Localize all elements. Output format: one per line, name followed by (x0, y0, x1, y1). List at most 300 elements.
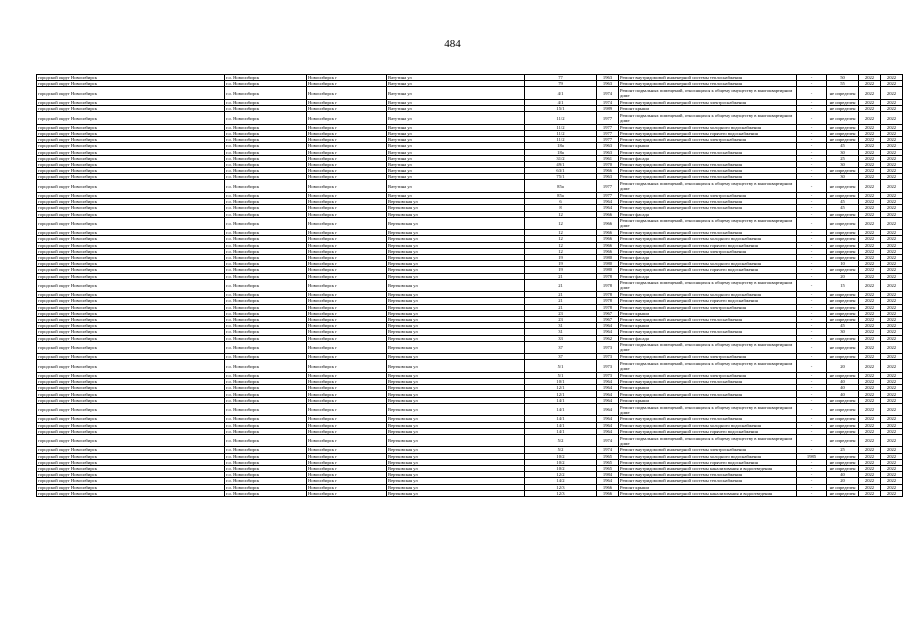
cell-cost: 45 (827, 143, 859, 149)
cell-work: Ремонт внутридомовой инженерной системы теплоснабжения (619, 230, 797, 236)
cell-plan-year: 2022 (859, 335, 881, 341)
cell-cost: не определен (827, 192, 859, 198)
cell-street: Ватутина ул (387, 192, 525, 198)
cell-city: Новосибирск г (307, 248, 387, 254)
cell-house: 14/1 (525, 403, 597, 416)
cell-house: 11/2 (525, 124, 597, 130)
cell-year: 1974 (597, 99, 619, 105)
cell-plan-year: 2022 (859, 106, 881, 112)
cell-plan-year: 2022 (859, 192, 881, 198)
cell-end-year: 2022 (881, 161, 903, 167)
cell-municipality: городской округ Новосибирск (37, 391, 225, 397)
cell-settlement: г.о. Новосибирск (225, 87, 307, 100)
cell-cost: не определен (827, 248, 859, 254)
cell-settlement: г.о. Новосибирск (225, 490, 307, 496)
cell-plan-year: 2022 (859, 391, 881, 397)
cell-municipality: городской округ Новосибирск (37, 447, 225, 453)
cell-end-year: 2022 (881, 416, 903, 422)
cell-end-year: 2022 (881, 360, 903, 373)
cell-city: Новосибирск г (307, 465, 387, 471)
cell-extra: - (797, 360, 827, 373)
cell-city: Новосибирск г (307, 261, 387, 267)
cell-city: Новосибирск г (307, 341, 387, 354)
cell-settlement: г.о. Новосибирск (225, 335, 307, 341)
cell-year: 1964 (597, 391, 619, 397)
cell-end-year: 2022 (881, 149, 903, 155)
cell-cost: 25 (827, 447, 859, 453)
cell-cost: 45 (827, 323, 859, 329)
cell-municipality: городской округ Новосибирск (37, 124, 225, 130)
cell-year: 1974 (597, 87, 619, 100)
cell-house: 10/2 (525, 465, 597, 471)
cell-end-year: 2022 (881, 242, 903, 248)
cell-cost: не определен (827, 372, 859, 378)
cell-street: Вертковская ул (387, 335, 525, 341)
cell-year: 1963 (597, 81, 619, 87)
cell-house: 14/2 (525, 478, 597, 484)
cell-cost: 30 (827, 161, 859, 167)
cell-extra: - (797, 155, 827, 161)
cell-work: Ремонт фасада (619, 254, 797, 260)
cell-settlement: г.о. Новосибирск (225, 341, 307, 354)
cell-street: Вертковская ул (387, 341, 525, 354)
cell-cost: не определен (827, 267, 859, 273)
cell-cost: не определен (827, 180, 859, 193)
cell-settlement: г.о. Новосибирск (225, 310, 307, 316)
cell-end-year: 2022 (881, 124, 903, 130)
cell-year: 1973 (597, 360, 619, 373)
cell-work: Ремонт фасада (619, 211, 797, 217)
cell-settlement: г.о. Новосибирск (225, 428, 307, 434)
cell-extra: - (797, 484, 827, 490)
cell-plan-year: 2022 (859, 155, 881, 161)
cell-plan-year: 2022 (859, 87, 881, 100)
cell-city: Новосибирск г (307, 211, 387, 217)
cell-street: Вертковская ул (387, 453, 525, 459)
cell-house: 12 (525, 242, 597, 248)
cell-municipality: городской округ Новосибирск (37, 279, 225, 292)
cell-end-year: 2022 (881, 248, 903, 254)
cell-settlement: г.о. Новосибирск (225, 434, 307, 447)
cell-extra: - (797, 217, 827, 230)
cell-plan-year: 2022 (859, 248, 881, 254)
cell-settlement: г.о. Новосибирск (225, 211, 307, 217)
cell-street: Вертковская ул (387, 298, 525, 304)
cell-municipality: городской округ Новосибирск (37, 99, 225, 105)
table-row (37, 490, 903, 496)
cell-house: 10/2 (525, 459, 597, 465)
cell-city: Новосибирск г (307, 472, 387, 478)
cell-street: Вертковская ул (387, 478, 525, 484)
cell-cost: не определен (827, 453, 859, 459)
cell-plan-year: 2022 (859, 211, 881, 217)
cell-municipality: городской округ Новосибирск (37, 459, 225, 465)
cell-municipality: городской округ Новосибирск (37, 106, 225, 112)
cell-plan-year: 2022 (859, 397, 881, 403)
cell-municipality: городской округ Новосибирск (37, 298, 225, 304)
cell-municipality: городской округ Новосибирск (37, 335, 225, 341)
cell-work: Ремонт внутридомовой инженерной системы электроснабжения (619, 192, 797, 198)
cell-house: 12 (525, 236, 597, 242)
cell-work: Ремонт внутридомовой инженерной системы теплоснабжения (619, 174, 797, 180)
cell-settlement: г.о. Новосибирск (225, 484, 307, 490)
cell-work: Ремонт крыши (619, 106, 797, 112)
cell-year: 1966 (597, 211, 619, 217)
cell-settlement: г.о. Новосибирск (225, 447, 307, 453)
cell-street: Ватутина ул (387, 180, 525, 193)
cell-year: 1963 (597, 75, 619, 81)
cell-municipality: городской округ Новосибирск (37, 416, 225, 422)
cell-extra: - (797, 254, 827, 260)
cell-year: 1974 (597, 434, 619, 447)
cell-city: Новосибирск г (307, 75, 387, 81)
cell-house: 63/1 (525, 168, 597, 174)
cell-plan-year: 2022 (859, 242, 881, 248)
cell-extra: - (797, 87, 827, 100)
cell-settlement: г.о. Новосибирск (225, 192, 307, 198)
cell-city: Новосибирск г (307, 335, 387, 341)
cell-house: 11/2 (525, 130, 597, 136)
cell-plan-year: 2022 (859, 180, 881, 193)
cell-city: Новосибирск г (307, 397, 387, 403)
cell-house: 23 (525, 310, 597, 316)
cell-cost: 15 (827, 279, 859, 292)
cell-cost: не определен (827, 434, 859, 447)
cell-city: Новосибирск г (307, 447, 387, 453)
cell-house: 8 (525, 205, 597, 211)
cell-municipality: городской округ Новосибирск (37, 137, 225, 143)
cell-end-year: 2022 (881, 87, 903, 100)
cell-house: 31/2 (525, 155, 597, 161)
table-row (37, 360, 903, 373)
cell-work: Ремонт подвальных помещений, относящихся к общему имуществу в многоквартирном доме (619, 87, 797, 100)
cell-plan-year: 2022 (859, 379, 881, 385)
cell-city: Новосибирск г (307, 428, 387, 434)
cell-cost: 50 (827, 75, 859, 81)
cell-city: Новосибирск г (307, 316, 387, 322)
cell-cost: не определен (827, 230, 859, 236)
cell-settlement: г.о. Новосибирск (225, 397, 307, 403)
cell-settlement: г.о. Новосибирск (225, 298, 307, 304)
cell-work: Ремонт внутридомовой инженерной системы канализования и водоотведения (619, 465, 797, 471)
cell-cost: не определен (827, 211, 859, 217)
cell-house: 12/1 (525, 385, 597, 391)
registry-table (36, 74, 903, 497)
cell-street: Вертковская ул (387, 199, 525, 205)
cell-end-year: 2022 (881, 298, 903, 304)
cell-plan-year: 2022 (859, 174, 881, 180)
cell-house: 49/1 (525, 161, 597, 167)
cell-end-year: 2022 (881, 484, 903, 490)
cell-municipality: городской округ Новосибирск (37, 75, 225, 81)
cell-house: 79 (525, 81, 597, 87)
cell-city: Новосибирск г (307, 81, 387, 87)
cell-house: 21 (525, 304, 597, 310)
cell-plan-year: 2022 (859, 465, 881, 471)
cell-street: Вертковская ул (387, 403, 525, 416)
cell-work: Ремонт внутридомовой инженерной системы холодного водоснабжения (619, 292, 797, 298)
cell-year: 1966 (597, 490, 619, 496)
cell-work: Ремонт внутридомовой инженерной системы теплоснабжения (619, 379, 797, 385)
cell-city: Новосибирск г (307, 360, 387, 373)
cell-end-year: 2022 (881, 385, 903, 391)
cell-cost: не определен (827, 422, 859, 428)
cell-extra: - (797, 106, 827, 112)
cell-cost: 20 (827, 273, 859, 279)
table-row (37, 434, 903, 447)
cell-plan-year: 2022 (859, 341, 881, 354)
cell-plan-year: 2022 (859, 360, 881, 373)
cell-plan-year: 2022 (859, 230, 881, 236)
cell-end-year: 2022 (881, 174, 903, 180)
cell-settlement: г.о. Новосибирск (225, 75, 307, 81)
cell-settlement: г.о. Новосибирск (225, 106, 307, 112)
cell-cost: 45 (827, 205, 859, 211)
cell-plan-year: 2022 (859, 292, 881, 298)
cell-municipality: городской округ Новосибирск (37, 87, 225, 100)
cell-end-year: 2022 (881, 99, 903, 105)
cell-extra: - (797, 75, 827, 81)
cell-street: Вертковская ул (387, 304, 525, 310)
cell-year: 1989 (597, 106, 619, 112)
cell-house: 18а (525, 149, 597, 155)
cell-year: 1964 (597, 323, 619, 329)
cell-work: Ремонт внутридомовой инженерной системы электроснабжения (619, 304, 797, 310)
cell-end-year: 2022 (881, 354, 903, 360)
cell-settlement: г.о. Новосибирск (225, 329, 307, 335)
cell-municipality: городской округ Новосибирск (37, 112, 225, 125)
cell-end-year: 2022 (881, 459, 903, 465)
cell-municipality: городской округ Новосибирск (37, 180, 225, 193)
cell-year: 1966 (597, 217, 619, 230)
cell-extra: - (797, 267, 827, 273)
cell-settlement: г.о. Новосибирск (225, 323, 307, 329)
cell-year: 1964 (597, 329, 619, 335)
cell-city: Новосибирск г (307, 484, 387, 490)
cell-house: 21 (525, 298, 597, 304)
cell-house: 5/1 (525, 360, 597, 373)
cell-work: Ремонт внутридомовой инженерной системы горячего водоснабжения (619, 267, 797, 273)
cell-settlement: г.о. Новосибирск (225, 422, 307, 428)
cell-settlement: г.о. Новосибирск (225, 478, 307, 484)
cell-year: 1966 (597, 248, 619, 254)
cell-settlement: г.о. Новосибирск (225, 254, 307, 260)
cell-house: 14/1 (525, 397, 597, 403)
cell-street: Ватутина ул (387, 168, 525, 174)
cell-plan-year: 2022 (859, 168, 881, 174)
cell-city: Новосибирск г (307, 453, 387, 459)
cell-year: 1963 (597, 143, 619, 149)
cell-municipality: городской округ Новосибирск (37, 422, 225, 428)
cell-plan-year: 2022 (859, 130, 881, 136)
cell-municipality: городской округ Новосибирск (37, 403, 225, 416)
cell-extra: - (797, 298, 827, 304)
cell-settlement: г.о. Новосибирск (225, 267, 307, 273)
cell-settlement: г.о. Новосибирск (225, 472, 307, 478)
cell-settlement: г.о. Новосибирск (225, 416, 307, 422)
cell-municipality: городской округ Новосибирск (37, 143, 225, 149)
table-row (37, 112, 903, 125)
cell-house: 5/2 (525, 447, 597, 453)
cell-extra: - (797, 230, 827, 236)
cell-city: Новосибирск г (307, 106, 387, 112)
cell-extra: - (797, 205, 827, 211)
cell-plan-year: 2022 (859, 416, 881, 422)
cell-street: Вертковская ул (387, 490, 525, 496)
cell-plan-year: 2022 (859, 161, 881, 167)
cell-work: Ремонт внутридомовой инженерной системы теплоснабжения (619, 75, 797, 81)
cell-cost: не определен (827, 428, 859, 434)
cell-extra: - (797, 149, 827, 155)
cell-end-year: 2022 (881, 168, 903, 174)
cell-work: Ремонт внутридомовой инженерной системы канализования и водоотведения (619, 490, 797, 496)
cell-city: Новосибирск г (307, 174, 387, 180)
cell-settlement: г.о. Новосибирск (225, 242, 307, 248)
cell-street: Вертковская ул (387, 292, 525, 298)
cell-extra: - (797, 397, 827, 403)
cell-house: 14/1 (525, 428, 597, 434)
cell-year: 1967 (597, 316, 619, 322)
cell-settlement: г.о. Новосибирск (225, 149, 307, 155)
cell-cost: не определен (827, 341, 859, 354)
cell-municipality: городской округ Новосибирск (37, 490, 225, 496)
cell-cost: не определен (827, 106, 859, 112)
cell-work: Ремонт внутридомовой инженерной системы горячего водоснабжения (619, 298, 797, 304)
cell-end-year: 2022 (881, 379, 903, 385)
cell-house: 31 (525, 323, 597, 329)
cell-plan-year: 2022 (859, 149, 881, 155)
cell-work: Ремонт внутридомовой инженерной системы теплоснабжения (619, 81, 797, 87)
cell-end-year: 2022 (881, 130, 903, 136)
cell-work: Ремонт подвальных помещений, относящихся к общему имуществу в многоквартирном доме (619, 434, 797, 447)
cell-extra: - (797, 434, 827, 447)
cell-city: Новосибирск г (307, 422, 387, 428)
cell-settlement: г.о. Новосибирск (225, 143, 307, 149)
cell-end-year: 2022 (881, 261, 903, 267)
cell-settlement: г.о. Новосибирск (225, 385, 307, 391)
cell-house: 12 (525, 211, 597, 217)
cell-work: Ремонт подвальных помещений, относящихся к общему имуществу в многоквартирном доме (619, 180, 797, 193)
cell-end-year: 2022 (881, 267, 903, 273)
cell-plan-year: 2022 (859, 372, 881, 378)
cell-house: 14/1 (525, 422, 597, 428)
cell-settlement: г.о. Новосибирск (225, 465, 307, 471)
cell-end-year: 2022 (881, 217, 903, 230)
cell-extra: - (797, 236, 827, 242)
cell-cost: 30 (827, 174, 859, 180)
cell-extra: - (797, 124, 827, 130)
cell-plan-year: 2022 (859, 459, 881, 465)
cell-plan-year: 2022 (859, 453, 881, 459)
cell-municipality: городской округ Новосибирск (37, 316, 225, 322)
cell-end-year: 2022 (881, 478, 903, 484)
cell-municipality: городской округ Новосибирск (37, 465, 225, 471)
cell-end-year: 2022 (881, 155, 903, 161)
page-number: 484 (444, 38, 461, 50)
cell-house: 19 (525, 267, 597, 273)
cell-extra: - (797, 310, 827, 316)
cell-work: Ремонт внутридомовой инженерной системы теплоснабжения (619, 168, 797, 174)
registry-rows (37, 75, 903, 497)
cell-year: 1964 (597, 385, 619, 391)
cell-work: Ремонт внутридомовой инженерной системы горячего водоснабжения (619, 130, 797, 136)
table-row (37, 341, 903, 354)
cell-year: 1970 (597, 161, 619, 167)
cell-cost: не определен (827, 416, 859, 422)
cell-settlement: г.о. Новосибирск (225, 155, 307, 161)
cell-city: Новосибирск г (307, 87, 387, 100)
cell-settlement: г.о. Новосибирск (225, 292, 307, 298)
cell-house: 21 (525, 292, 597, 298)
cell-city: Новосибирск г (307, 143, 387, 149)
cell-street: Вертковская ул (387, 472, 525, 478)
cell-house: 12/3 (525, 484, 597, 490)
cell-extra: - (797, 341, 827, 354)
cell-house: 12/2 (525, 472, 597, 478)
cell-city: Новосибирск г (307, 217, 387, 230)
cell-street: Вертковская ул (387, 397, 525, 403)
cell-cost: 20 (827, 360, 859, 373)
cell-municipality: городской округ Новосибирск (37, 242, 225, 248)
cell-municipality: городской округ Новосибирск (37, 292, 225, 298)
cell-cost: не определен (827, 124, 859, 130)
cell-extra: - (797, 143, 827, 149)
cell-extra: - (797, 478, 827, 484)
cell-year: 1966 (597, 230, 619, 236)
cell-extra: - (797, 372, 827, 378)
cell-year: 1964 (597, 379, 619, 385)
cell-street: Вертковская ул (387, 329, 525, 335)
cell-city: Новосибирск г (307, 372, 387, 378)
cell-year: 1978 (597, 292, 619, 298)
cell-settlement: г.о. Новосибирск (225, 360, 307, 373)
cell-street: Ватутина ул (387, 155, 525, 161)
cell-street: Вертковская ул (387, 391, 525, 397)
cell-municipality: городской округ Новосибирск (37, 341, 225, 354)
cell-house: 11/2 (525, 137, 597, 143)
cell-extra: - (797, 304, 827, 310)
cell-city: Новосибирск г (307, 310, 387, 316)
cell-city: Новосибирск г (307, 273, 387, 279)
cell-year: 1973 (597, 341, 619, 354)
cell-cost: не определен (827, 310, 859, 316)
cell-municipality: городской округ Новосибирск (37, 205, 225, 211)
cell-city: Новосибирск г (307, 168, 387, 174)
cell-extra: - (797, 130, 827, 136)
cell-plan-year: 2022 (859, 385, 881, 391)
cell-plan-year: 2022 (859, 217, 881, 230)
cell-extra: - (797, 81, 827, 87)
cell-year: 1977 (597, 112, 619, 125)
cell-street: Ватутина ул (387, 112, 525, 125)
cell-house: 75/1 (525, 174, 597, 180)
cell-street: Вертковская ул (387, 428, 525, 434)
cell-municipality: городской округ Новосибирск (37, 254, 225, 260)
cell-work: Ремонт внутридомовой инженерной системы электроснабжения (619, 137, 797, 143)
cell-plan-year: 2022 (859, 254, 881, 260)
cell-house: 10/2 (525, 453, 597, 459)
cell-plan-year: 2022 (859, 273, 881, 279)
cell-street: Ватутина ул (387, 75, 525, 81)
cell-settlement: г.о. Новосибирск (225, 316, 307, 322)
cell-municipality: городской округ Новосибирск (37, 168, 225, 174)
cell-street: Вертковская ул (387, 434, 525, 447)
cell-work: Ремонт внутридомовой инженерной системы теплоснабжения (619, 205, 797, 211)
cell-street: Вертковская ул (387, 242, 525, 248)
cell-street: Вертковская ул (387, 372, 525, 378)
cell-municipality: городской округ Новосибирск (37, 236, 225, 242)
cell-work: Ремонт крыши (619, 385, 797, 391)
